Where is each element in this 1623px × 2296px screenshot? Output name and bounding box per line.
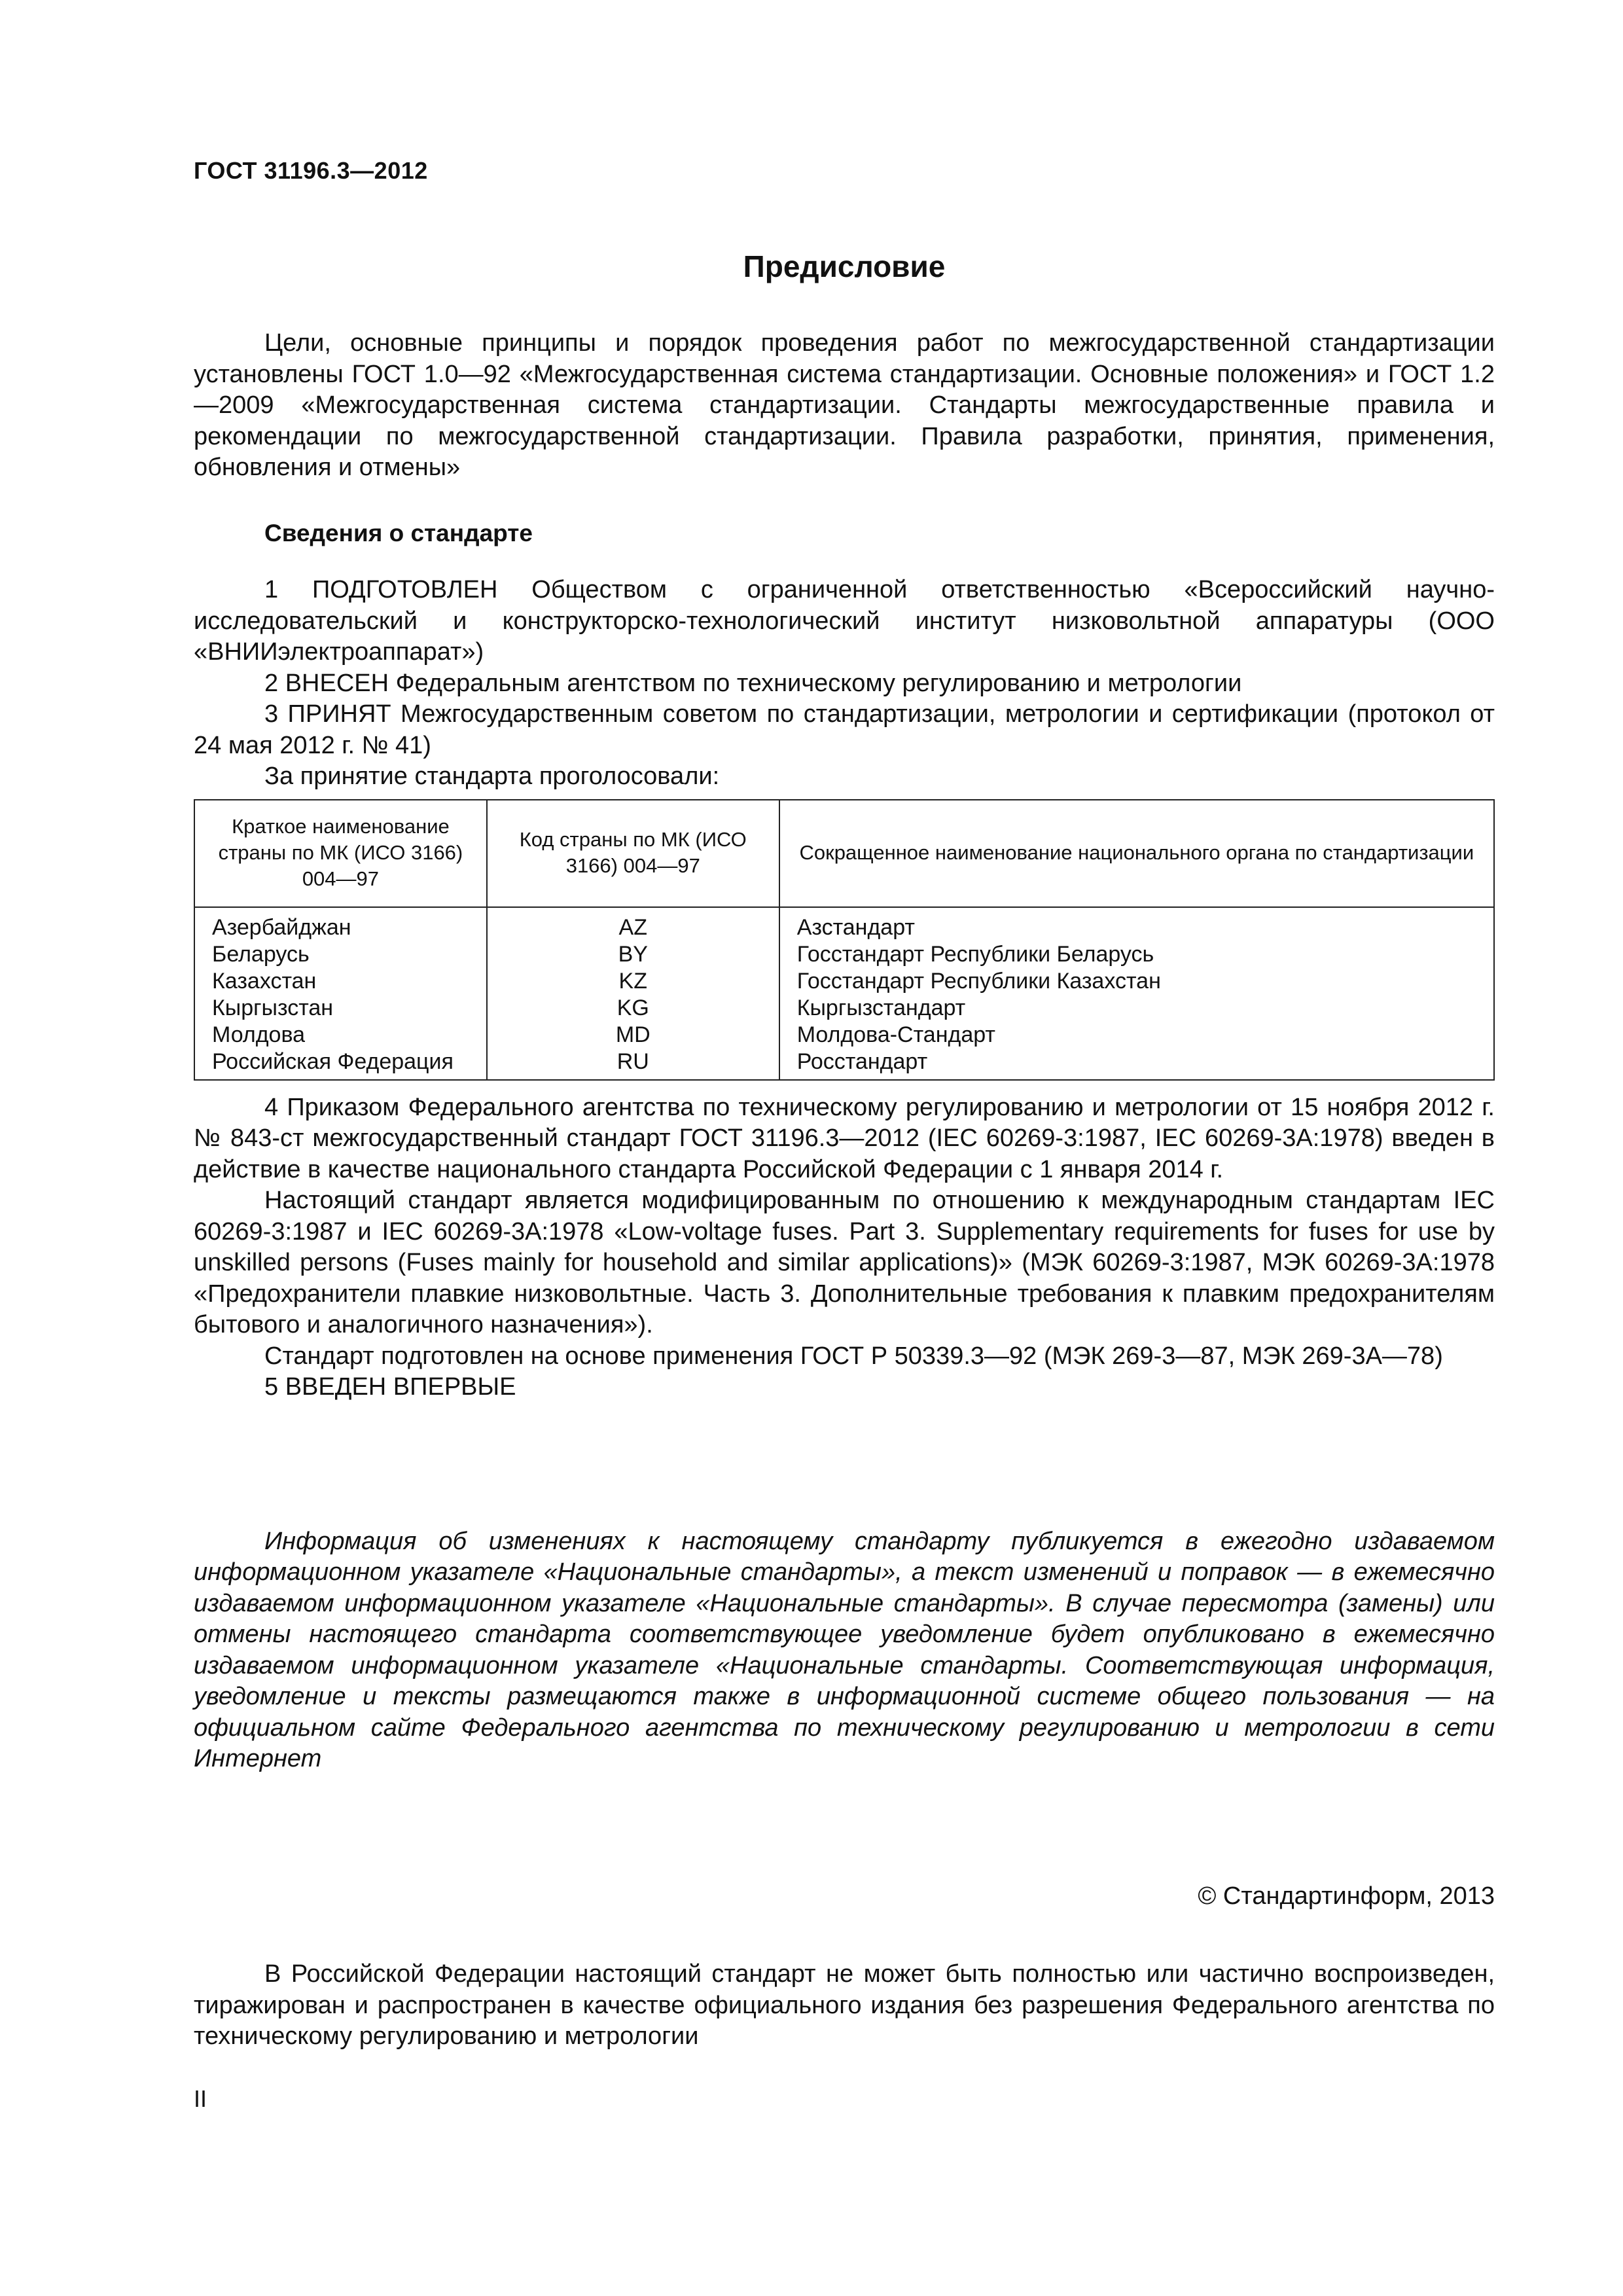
- item-prepared: 1 ПОДГОТОВЛЕН Обществом с ограниченной ответственностью «Всероссийский научно-исследовательский и конструкторско-технологический институт низковольтной аппаратуры (ООО «ВНИИэлектроаппарат»): [194, 576, 1495, 666]
- country-cell: Молдова: [194, 1022, 487, 1049]
- changes-info-notice: Информация об изменениях к настоящему стандарту публикуется в ежегодно издаваемом информационном указателе «Национальные стандарты», а текст изменений и поправок — в ежемесячно издаваемом информационном указателе «Национальные стандарты». В случае пересмотра (замены) или отмены настоящего стандарта соответствующее уведомление будет опубликовано в ежемесячно издаваемом информационном указателе «Национальные стандарты. Соответствующая информация, уведомление и тексты размещаются также в информационной системе общего пользования — на официальном сайте Федерального агентства по техническому регулированию и метрологии в сети Интернет: [194, 1527, 1495, 1773]
- page-number: II: [194, 2085, 207, 2112]
- code-cell: RU: [487, 1049, 779, 1080]
- page-title: Предисловие: [743, 249, 946, 283]
- voting-table: [194, 799, 1495, 1081]
- item-enactment: 4 Приказом Федерального агентства по техническому регулированию и метрологии от 15 ноября 2012 г. № 843-ст межгосударственный стандарт ГОСТ 31196.3—2012 (IEC 60269-3:1987, IEC 60269-3A:1978) введен в действие в качестве национального стандарта Российской Федерации с 1 января 2014 г.: [194, 1093, 1495, 1183]
- code-cell: KZ: [487, 968, 779, 995]
- table-header-body: Сокращенное наименование национального органа по стандартизации: [779, 800, 1494, 907]
- country-cell: Кыргызстан: [194, 995, 487, 1022]
- body-cell: Кыргызстандарт: [779, 995, 1494, 1022]
- copyright-line: © Стандартинформ, 2013: [1198, 1882, 1495, 1910]
- item-first-introduced: 5 ВВЕДЕН ВПЕРВЫЕ: [264, 1373, 516, 1401]
- reproduction-notice: В Российской Федерации настоящий стандарт не может быть полностью или частично воспроизведен, тиражирован и распространен в качестве официального издания без разрешения Федерального агентства по техническому регулированию и метрологии: [194, 1960, 1495, 2051]
- body-cell: Азстандарт: [779, 907, 1494, 941]
- table-header-country: Краткое наименование страны по МК (ИСО 3166) 004—97: [194, 800, 487, 907]
- body-cell: Росстандарт: [779, 1049, 1494, 1080]
- code-cell: BY: [487, 941, 779, 968]
- country-cell: Российская Федерация: [194, 1049, 487, 1080]
- table-row: [194, 1022, 1494, 1049]
- section-heading: Сведения о стандарте: [264, 519, 533, 547]
- table-row: [194, 941, 1494, 968]
- document-page: [194, 157, 1495, 2113]
- table-row: [194, 995, 1494, 1022]
- voted-intro: За принятие стандарта проголосовали:: [264, 762, 720, 791]
- body-cell: Молдова-Стандарт: [779, 1022, 1494, 1049]
- intro-paragraph: Цели, основные принципы и порядок проведения работ по межгосударственной стандартизации установлены ГОСТ 1.0—92 «Межгосударственная система стандартизации. Основные положения» и ГОСТ 1.2—2009 «Межгосударственная система стандартизации. Стандарты межгосударственные правила и рекомендации по межгосударственной стандартизации. Правила разработки, принятия, применения, обновления и отмены»: [194, 329, 1495, 482]
- table-row: [194, 907, 1494, 941]
- body-cell: Госстандарт Республики Казахстан: [779, 968, 1494, 995]
- country-cell: Азербайджан: [194, 907, 487, 941]
- document-designation: ГОСТ 31196.3—2012: [194, 157, 428, 184]
- table-row: [194, 1049, 1494, 1080]
- code-cell: AZ: [487, 907, 779, 941]
- body-cell: Госстандарт Республики Беларусь: [779, 941, 1494, 968]
- country-cell: Беларусь: [194, 941, 487, 968]
- modified-note: Настоящий стандарт является модифицированным по отношению к международным стандартам IEC 60269-3:1987 и IEC 60269-3A:1978 «Low-voltage fuses. Part 3. Supplementary requirements for fuses for use by unskilled persons (Fuses mainly for household and similar applications)» (МЭК 60269-3:1987, МЭК 60269-3A:1978 «Предохранители плавкие низковольтные. Часть 3. Дополнительные требования к плавким предохранителям бытового и аналогичного назначения»).: [194, 1187, 1495, 1339]
- item-adopted: 3 ПРИНЯТ Межгосударственным советом по стандартизации, метрологии и сертификации (протокол от 24 мая 2012 г. № 41): [194, 700, 1495, 759]
- basis-note: Стандарт подготовлен на основе применения ГОСТ Р 50339.3—92 (МЭК 269-3—87, МЭК 269-3А—78): [264, 1342, 1443, 1370]
- item-introduced: 2 ВНЕСЕН Федеральным агентством по техническому регулированию и метрологии: [264, 669, 1242, 697]
- table-header-code: Код страны по МК (ИСО 3166) 004—97: [487, 800, 779, 907]
- country-cell: Казахстан: [194, 968, 487, 995]
- table-row: [194, 968, 1494, 995]
- code-cell: KG: [487, 995, 779, 1022]
- code-cell: MD: [487, 1022, 779, 1049]
